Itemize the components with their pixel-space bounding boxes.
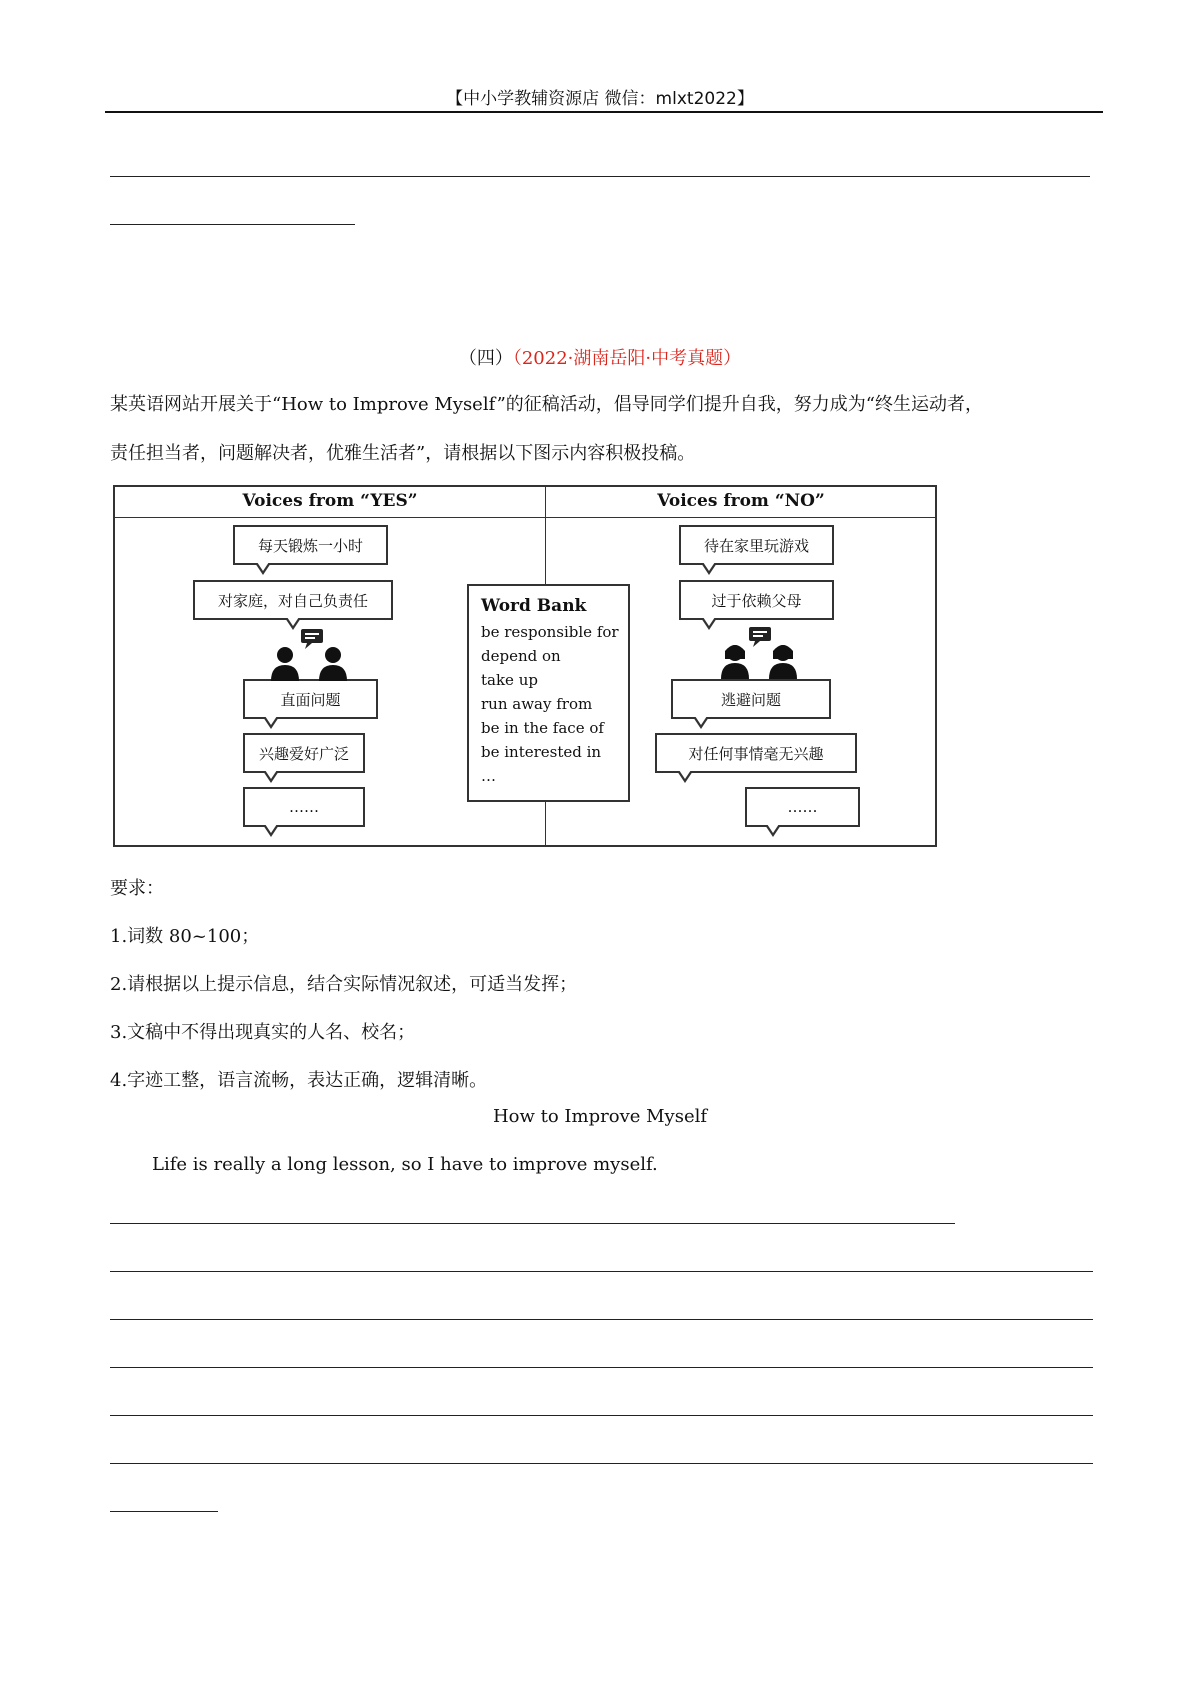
yes-bubble-text: …… [289,798,319,816]
page-header: 【中小学教辅资源店 微信：mlxt2022】 [446,89,754,109]
people-talking-icon [715,625,805,680]
writing-line [110,1463,1093,1464]
requirements-label: 要求： [110,878,164,899]
no-bubble-text: 过于依赖父母 [711,591,802,610]
yes-bubble [243,787,365,827]
yes-bubble-text: 直面问题 [280,690,341,709]
no-bubble [745,787,860,827]
yes-bubble-text: 每天锻炼一小时 [257,536,363,555]
yes-bubble-text: 兴趣爱好广泛 [258,744,349,763]
no-bubble [655,733,857,773]
writing-line [110,1319,1093,1320]
no-bubble-text: 对任何事情毫无兴趣 [688,744,824,763]
no-bubble-text: …… [787,798,818,816]
writing-line [110,1367,1093,1368]
no-bubble [679,525,834,565]
no-bubble-text: 逃避问题 [720,690,781,709]
yes-bubble-text: 对家庭，对自己负责任 [217,591,368,610]
intro-line-1: 某英语网站开展关于“How to Improve Myself”的征稿活动，倡导同学们提升自我，努力成为“终生运动者， [110,394,983,415]
no-bubble [671,679,831,719]
word-bank-item: be responsible for [481,623,619,641]
answer-line [110,224,355,225]
word-bank-item: be in the face of [481,719,604,737]
requirement-item: 4.字迹工整，语言流畅，表达正确，逻辑清晰。 [110,1070,488,1091]
writing-line [110,1271,1093,1272]
header-rule [105,111,1103,113]
no-bubble-text: 待在家里玩游戏 [703,536,809,555]
no-bubble [679,580,834,620]
requirement-item: 2.请根据以上提示信息，结合实际情况叙述，可适当发挥； [110,974,578,995]
yes-title: Voices from “YES” [242,491,418,511]
figure-header-rule [115,517,935,518]
no-title: Voices from “NO” [657,491,825,511]
yes-bubble [243,679,378,719]
essay-first-sentence: Life is really a long lesson, so I have to improve myself. [152,1154,658,1175]
intro-line-2: 责任担当者，问题解决者，优雅生活者”，请根据以下图示内容积极投稿。 [110,443,696,464]
word-bank-title: Word Bank [481,596,587,616]
essay-title: How to Improve Myself [492,1106,708,1127]
section-number: （四） [458,348,513,369]
section-source: （2022·湖南岳阳·中考真题） [512,348,742,369]
requirement-item: 1.词数 80~100； [110,926,260,947]
word-bank-item: … [481,767,496,785]
word-bank-item: take up [481,671,538,689]
writing-line [110,1511,218,1512]
word-bank-item: run away from [481,695,593,713]
requirement-item: 3.文稿中不得出现真实的人名、校名； [110,1022,416,1043]
prompt-figure [113,485,937,847]
word-bank [467,584,630,802]
word-bank-item: be interested in [481,743,602,761]
people-talking-icon [265,627,355,682]
writing-line [110,1415,1093,1416]
answer-line [110,176,1090,177]
yes-bubble [193,580,393,620]
yes-bubble [243,733,365,773]
writing-line [110,1223,955,1224]
yes-bubble [233,525,388,565]
section-title [0,344,1200,370]
word-bank-item: depend on [481,647,561,665]
